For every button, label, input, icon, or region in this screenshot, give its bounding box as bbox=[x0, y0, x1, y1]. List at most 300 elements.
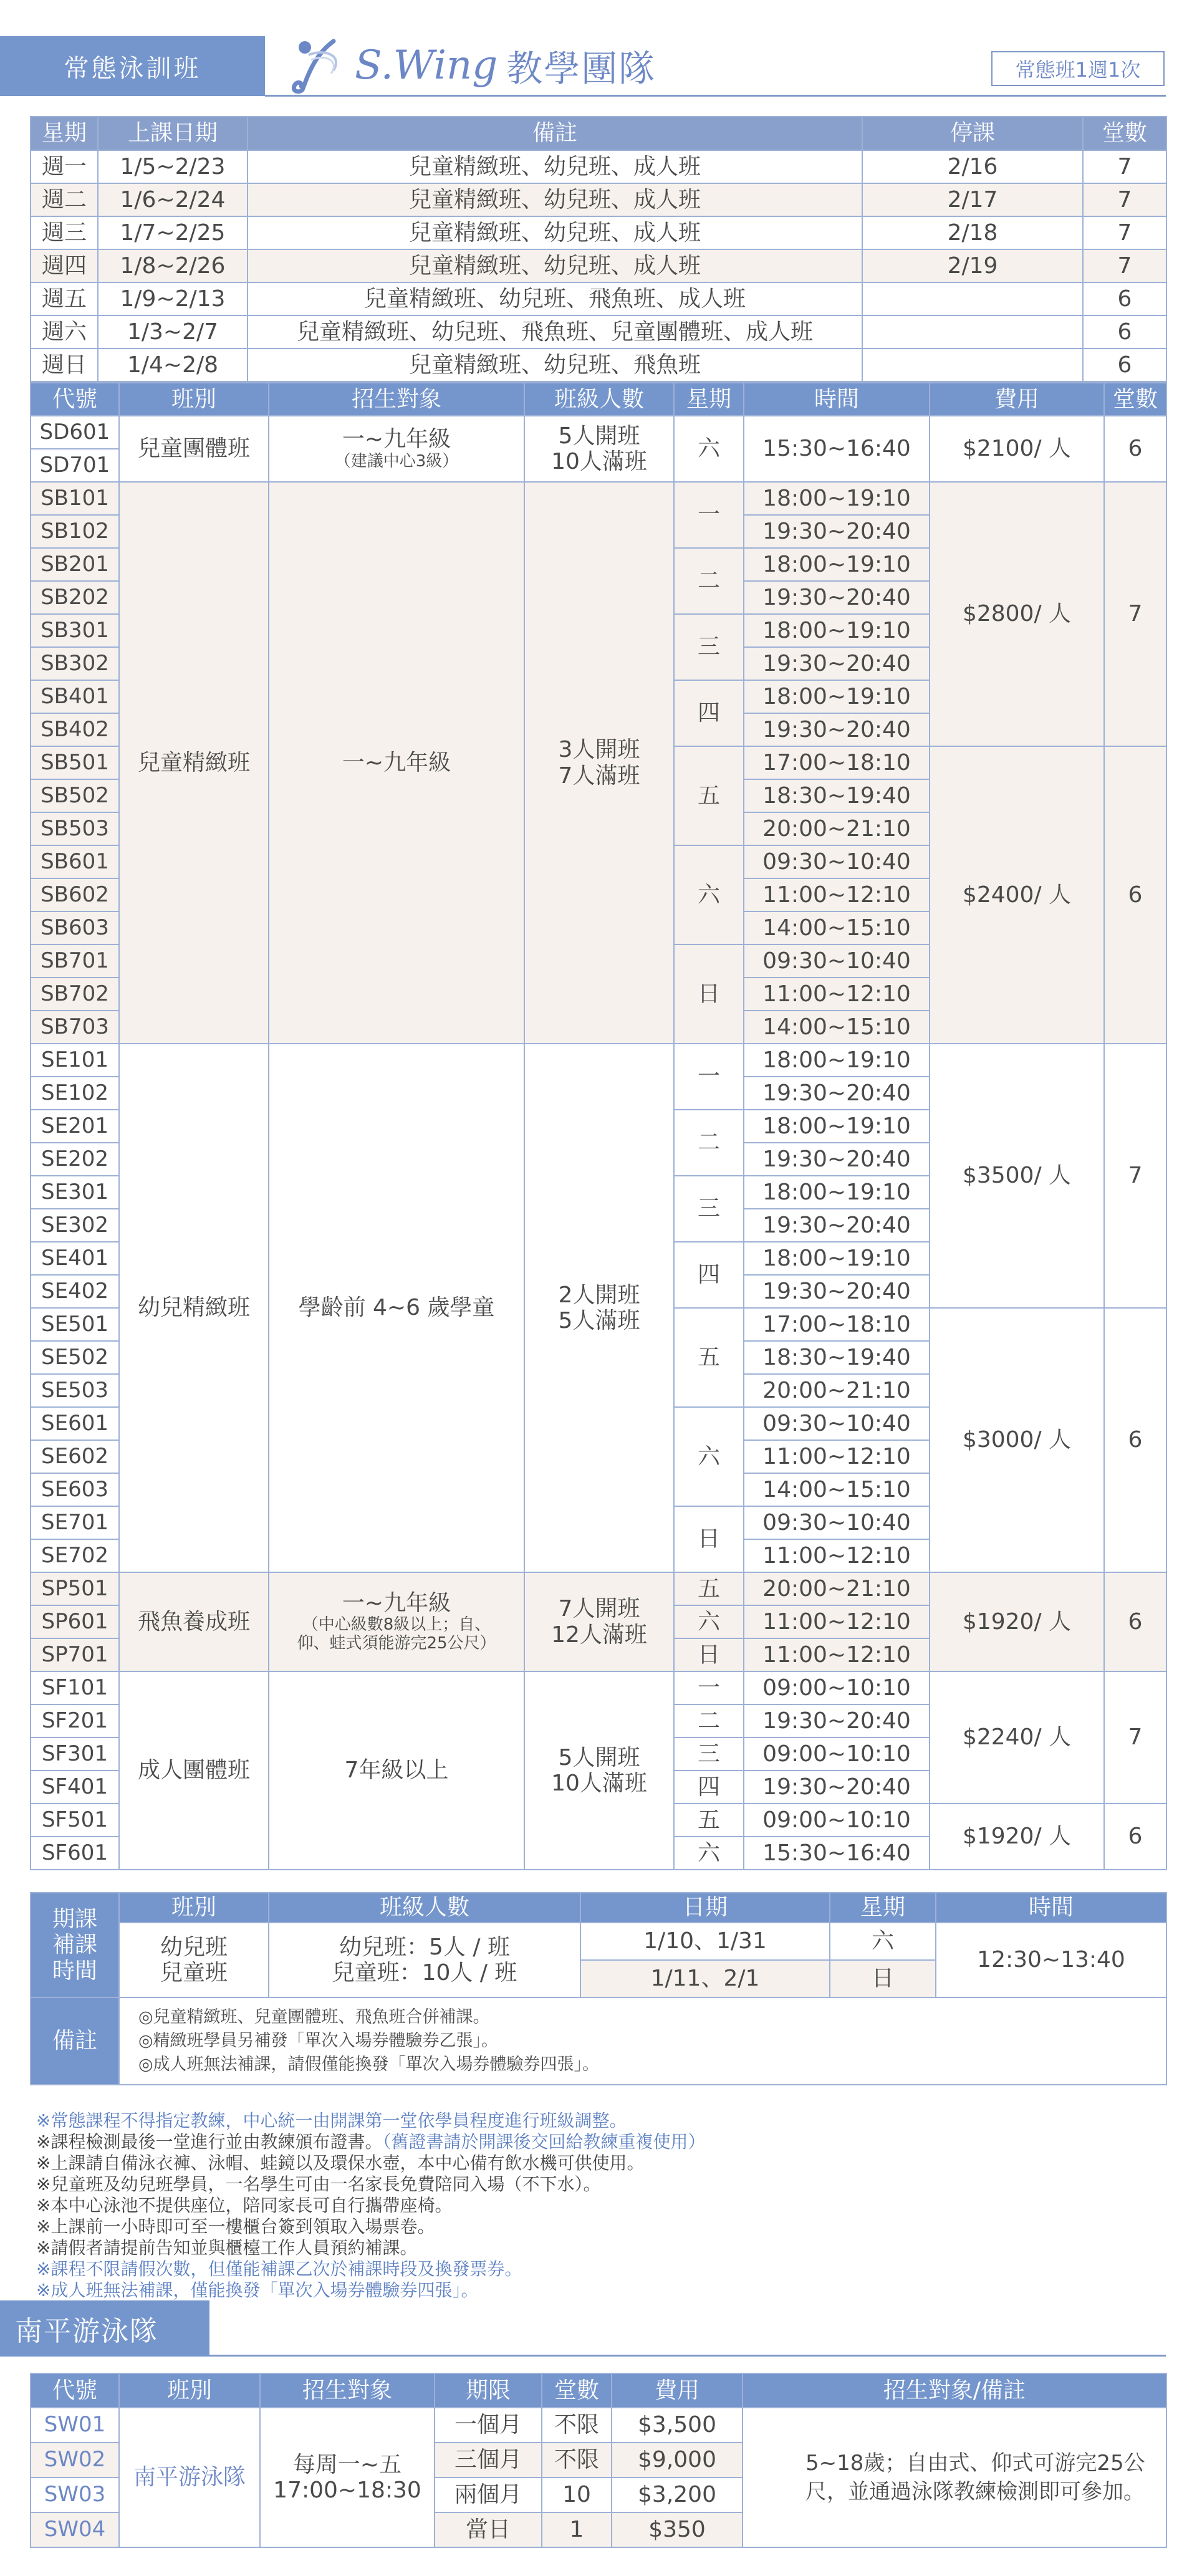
cell-note: 兒童精緻班、幼兒班、飛魚班、成人班 bbox=[248, 282, 862, 315]
makeup-time: 12:30~13:40 bbox=[936, 1923, 1166, 1997]
cell-count: 7 bbox=[1083, 150, 1166, 183]
swing-logo-icon bbox=[290, 36, 346, 95]
class-time: 17:00~18:10 bbox=[744, 1308, 930, 1341]
class-weekday: 日 bbox=[674, 1506, 744, 1572]
target-note: 仰、蛙式須能游完25公尺） bbox=[297, 1634, 496, 1653]
cell-dates: 1/9~2/13 bbox=[98, 282, 248, 315]
class-weekday: 五 bbox=[674, 1572, 744, 1605]
class-fee: $3500/ 人 bbox=[930, 1044, 1104, 1308]
class-weekday: 六 bbox=[674, 1605, 744, 1638]
table-row bbox=[31, 282, 1166, 315]
col-header-size: 班級人數 bbox=[524, 383, 674, 416]
class-code: SE603 bbox=[31, 1473, 119, 1506]
class-time: 11:00~12:10 bbox=[744, 1605, 930, 1638]
class-code: SE402 bbox=[31, 1275, 119, 1308]
team-period: 三個月 bbox=[435, 2443, 542, 2477]
remark-line: ◎精緻班學員另補發「單次入場券體驗券乙張」。 bbox=[138, 2031, 499, 2050]
class-code: SF101 bbox=[31, 1671, 119, 1704]
class-weekday: 六 bbox=[674, 1837, 744, 1870]
class-weekday: 日 bbox=[674, 944, 744, 1044]
class-code: SB503 bbox=[31, 812, 119, 845]
table-row bbox=[31, 482, 1166, 515]
class-code: SE501 bbox=[31, 1308, 119, 1341]
class-time: 09:30~10:40 bbox=[744, 944, 930, 978]
team-code: SW04 bbox=[31, 2512, 119, 2547]
class-weekday: 三 bbox=[674, 614, 744, 680]
cell-off bbox=[862, 315, 1083, 348]
class-weekday: 二 bbox=[674, 1110, 744, 1176]
team-hours: 17:00~18:30 bbox=[273, 2477, 421, 2503]
note-item: ※本中心泳池不提供座位，陪同家長可自行攜帶座椅。 bbox=[36, 2195, 453, 2216]
size-full: 5人滿班 bbox=[558, 1308, 640, 1334]
class-code: SE102 bbox=[31, 1077, 119, 1110]
logo-subtitle: 教學團隊 bbox=[506, 47, 656, 90]
table-row bbox=[31, 315, 1166, 348]
class-code: SB202 bbox=[31, 581, 119, 614]
class-count: 7 bbox=[1104, 482, 1166, 746]
remark-line: ◎成人班無法補課，請假僅能換發「單次入場券體驗券四張」。 bbox=[138, 2055, 600, 2074]
makeup-side-label bbox=[31, 1893, 119, 1997]
class-code: SP701 bbox=[31, 1638, 119, 1671]
class-code: SB102 bbox=[31, 515, 119, 548]
col-header-count: 堂數 bbox=[1104, 383, 1166, 416]
table-row bbox=[31, 216, 1166, 249]
class-code: SE602 bbox=[31, 1440, 119, 1473]
col-header-code: 代號 bbox=[31, 2373, 119, 2408]
class-time: 18:00~19:10 bbox=[744, 614, 930, 647]
col-header-dates: 上課日期 bbox=[98, 117, 248, 150]
note-text: ※課程檢測最後一堂進行並由教練頒布證書。 bbox=[36, 2131, 383, 2152]
remark-line: ◎兒童精緻班、兒童團體班、飛魚班合併補課。 bbox=[138, 2007, 490, 2027]
class-fee: $2240/ 人 bbox=[930, 1671, 1104, 1804]
col-header-remark: 招生對象/備註 bbox=[743, 2373, 1166, 2408]
makeup-size: 幼兒班：5人 / 班 bbox=[339, 1934, 510, 1960]
note-item: ※上課請自備泳衣褲、泳帽、蛙鏡以及環保水壺，本中心備有飲水機可供使用。 bbox=[36, 2153, 645, 2173]
class-weekday: 四 bbox=[674, 1771, 744, 1804]
class-size bbox=[524, 1044, 674, 1572]
class-fee: $2400/ 人 bbox=[930, 746, 1104, 1044]
class-code: SB201 bbox=[31, 548, 119, 581]
class-count: 6 bbox=[1104, 1572, 1166, 1671]
class-code: SP501 bbox=[31, 1572, 119, 1605]
class-code: SB502 bbox=[31, 779, 119, 812]
class-time: 14:00~15:10 bbox=[744, 1011, 930, 1044]
cell-dates: 1/7~2/25 bbox=[98, 216, 248, 249]
class-weekday: 二 bbox=[674, 1704, 744, 1737]
col-header-time: 時間 bbox=[744, 383, 930, 416]
class-target: 學齡前 4~6 歲學童 bbox=[269, 1044, 524, 1572]
cell-off: 2/16 bbox=[862, 150, 1083, 183]
class-time: 14:00~15:10 bbox=[744, 1473, 930, 1506]
class-time: 11:00~12:10 bbox=[744, 978, 930, 1011]
col-header-fee: 費用 bbox=[930, 383, 1104, 416]
cell-off: 2/18 bbox=[862, 216, 1083, 249]
class-time: 18:00~19:10 bbox=[744, 1110, 930, 1143]
class-time: 15:30~16:40 bbox=[744, 1837, 930, 1870]
remarks-label: 備註 bbox=[31, 1997, 119, 2085]
team-code: SW03 bbox=[31, 2477, 119, 2512]
size-open: 7人開班 bbox=[558, 1596, 640, 1622]
col-header-weekday: 星期 bbox=[830, 1893, 936, 1923]
class-weekday: 六 bbox=[674, 416, 744, 482]
cell-note: 兒童精緻班、幼兒班、成人班 bbox=[248, 216, 862, 249]
class-time: 19:30~20:40 bbox=[744, 581, 930, 614]
class-name: 幼兒精緻班 bbox=[119, 1044, 269, 1572]
side-label-line: 補課 bbox=[52, 1932, 97, 1958]
size-open: 5人開班 bbox=[558, 423, 640, 449]
table-row bbox=[31, 1671, 1166, 1704]
makeup-class: 幼兒班 bbox=[160, 1934, 228, 1960]
class-time: 18:00~19:10 bbox=[744, 1242, 930, 1275]
class-time: 09:00~10:10 bbox=[744, 1804, 930, 1837]
makeup-sizes bbox=[269, 1923, 580, 1997]
class-time: 19:30~20:40 bbox=[744, 1704, 930, 1737]
class-count: 6 bbox=[1104, 416, 1166, 482]
class-weekday: 三 bbox=[674, 1737, 744, 1771]
class-time: 09:00~10:10 bbox=[744, 1737, 930, 1771]
class-weekday: 一 bbox=[674, 482, 744, 548]
class-code: SB702 bbox=[31, 978, 119, 1011]
target-text: 一~九年級 bbox=[342, 426, 451, 453]
makeup-date: 1/11、2/1 bbox=[580, 1960, 830, 1997]
class-code: SF501 bbox=[31, 1804, 119, 1837]
table-row bbox=[31, 348, 1166, 382]
class-target: 7年級以上 bbox=[269, 1671, 524, 1870]
class-code: SB501 bbox=[31, 746, 119, 779]
col-header-code: 代號 bbox=[31, 383, 119, 416]
team-period: 一個月 bbox=[435, 2408, 542, 2443]
target-note: （中心級數8級以上；自、 bbox=[302, 1615, 491, 1635]
class-weekday: 四 bbox=[674, 680, 744, 746]
cell-day: 週四 bbox=[31, 249, 98, 282]
cell-dates: 1/4~2/8 bbox=[98, 348, 248, 382]
cell-note: 兒童精緻班、幼兒班、成人班 bbox=[248, 183, 862, 216]
class-size bbox=[524, 482, 674, 1044]
class-code: SB302 bbox=[31, 647, 119, 680]
makeup-classes bbox=[119, 1923, 269, 1997]
class-weekday: 日 bbox=[674, 1638, 744, 1671]
col-header-off: 停課 bbox=[862, 117, 1083, 150]
team-code: SW01 bbox=[31, 2408, 119, 2443]
size-full: 7人滿班 bbox=[558, 762, 640, 789]
cell-day: 週一 bbox=[31, 150, 98, 183]
size-open: 3人開班 bbox=[558, 737, 640, 763]
col-header-fee: 費用 bbox=[612, 2373, 743, 2408]
class-name: 飛魚養成班 bbox=[119, 1572, 269, 1671]
class-count: 7 bbox=[1104, 1671, 1166, 1804]
team-remark: 5~18歲；自由式、仰式可游完25公尺，並通過泳隊教練檢測即可參加。 bbox=[743, 2408, 1166, 2547]
col-header-date: 日期 bbox=[580, 1893, 830, 1923]
class-time: 09:30~10:40 bbox=[744, 1407, 930, 1440]
class-time: 19:30~20:40 bbox=[744, 1771, 930, 1804]
class-code: SB301 bbox=[31, 614, 119, 647]
class-time: 11:00~12:10 bbox=[744, 878, 930, 911]
class-code: SE301 bbox=[31, 1176, 119, 1209]
class-time: 20:00~21:10 bbox=[744, 812, 930, 845]
col-header-count: 堂數 bbox=[542, 2373, 612, 2408]
class-name: 兒童團體班 bbox=[119, 416, 269, 482]
class-code: SE401 bbox=[31, 1242, 119, 1275]
cell-day: 週三 bbox=[31, 216, 98, 249]
class-fee: $2100/ 人 bbox=[930, 416, 1104, 482]
class-code: SB603 bbox=[31, 911, 119, 944]
remarks-cell bbox=[119, 1997, 1166, 2085]
team-code: SW02 bbox=[31, 2443, 119, 2477]
class-target bbox=[269, 416, 524, 482]
note-item: ※兒童班及幼兒班學員，一名學生可由一名家長免費陪同入場（不下水）。 bbox=[36, 2174, 601, 2194]
class-time: 19:30~20:40 bbox=[744, 1209, 930, 1242]
note-item: ※請假者請提前告知並與櫃檯工作人員預約補課。 bbox=[36, 2237, 418, 2258]
cell-count: 7 bbox=[1083, 249, 1166, 282]
cell-off: 2/19 bbox=[862, 249, 1083, 282]
class-code: SD601 bbox=[31, 416, 119, 449]
section-divider bbox=[209, 2355, 1166, 2357]
makeup-header-row bbox=[31, 1893, 1166, 1923]
class-name: 成人團體班 bbox=[119, 1671, 269, 1870]
class-time: 14:00~15:10 bbox=[744, 911, 930, 944]
class-target bbox=[269, 1572, 524, 1671]
notes-list bbox=[36, 2110, 705, 2301]
team-target bbox=[260, 2408, 435, 2547]
side-label-line: 時間 bbox=[52, 1958, 97, 1984]
target-note: （建議中心3級） bbox=[334, 451, 459, 471]
team-name: 南平游泳隊 bbox=[119, 2408, 260, 2547]
cell-count: 6 bbox=[1083, 348, 1166, 382]
col-header-count: 堂數 bbox=[1083, 117, 1166, 150]
team-table bbox=[30, 2373, 1167, 2548]
team-fee: $3,500 bbox=[612, 2408, 743, 2443]
class-code: SE302 bbox=[31, 1209, 119, 1242]
class-time: 18:30~19:40 bbox=[744, 1341, 930, 1374]
table-row bbox=[31, 416, 1166, 449]
class-time: 18:00~19:10 bbox=[744, 1176, 930, 1209]
col-header-time: 時間 bbox=[936, 1893, 1166, 1923]
table-row bbox=[31, 150, 1166, 183]
class-time: 09:30~10:40 bbox=[744, 845, 930, 878]
cell-off bbox=[862, 348, 1083, 382]
col-header-weekday: 星期 bbox=[674, 383, 744, 416]
class-time: 20:00~21:10 bbox=[744, 1374, 930, 1407]
cell-count: 7 bbox=[1083, 183, 1166, 216]
note-item bbox=[36, 2131, 705, 2153]
class-time: 19:30~20:40 bbox=[744, 647, 930, 680]
side-label-line: 期課 bbox=[52, 1906, 97, 1932]
col-header-period: 期限 bbox=[435, 2373, 542, 2408]
class-size bbox=[524, 1572, 674, 1671]
class-time: 18:00~19:10 bbox=[744, 680, 930, 713]
team-header-row bbox=[31, 2373, 1166, 2408]
class-time: 11:00~12:10 bbox=[744, 1440, 930, 1473]
class-weekday: 三 bbox=[674, 1176, 744, 1242]
cell-off bbox=[862, 282, 1083, 315]
class-time: 17:00~18:10 bbox=[744, 746, 930, 779]
team-fee: $350 bbox=[612, 2512, 743, 2547]
class-time: 09:00~10:10 bbox=[744, 1671, 930, 1704]
col-header-class: 班別 bbox=[119, 1893, 269, 1923]
cell-day: 週日 bbox=[31, 348, 98, 382]
table-row bbox=[31, 2408, 1166, 2443]
logo-text: S.Wing bbox=[355, 42, 498, 89]
frequency-badge: 常態班1週1次 bbox=[991, 51, 1165, 86]
class-code: SD701 bbox=[31, 449, 119, 482]
class-fee: $1920/ 人 bbox=[930, 1804, 1104, 1870]
table-row bbox=[31, 183, 1166, 216]
note-item: ※成人班無法補課，僅能換發「單次入場券體驗券四張」。 bbox=[36, 2280, 479, 2300]
cell-count: 6 bbox=[1083, 282, 1166, 315]
class-time: 18:30~19:40 bbox=[744, 779, 930, 812]
class-weekday: 四 bbox=[674, 1242, 744, 1308]
table-row bbox=[31, 1572, 1166, 1605]
class-code: SB101 bbox=[31, 482, 119, 515]
class-code: SB701 bbox=[31, 944, 119, 978]
makeup-size: 兒童班：10人 / 班 bbox=[332, 1960, 517, 1986]
class-code: SE503 bbox=[31, 1374, 119, 1407]
class-time: 19:30~20:40 bbox=[744, 1077, 930, 1110]
cell-note: 兒童精緻班、幼兒班、飛魚班、兒童團體班、成人班 bbox=[248, 315, 862, 348]
makeup-remarks-row bbox=[31, 1997, 1166, 2085]
class-weekday: 一 bbox=[674, 1671, 744, 1704]
class-count: 7 bbox=[1104, 1044, 1166, 1308]
class-weekday: 六 bbox=[674, 1407, 744, 1506]
class-time: 11:00~12:10 bbox=[744, 1638, 930, 1671]
section-title-team: 南平游泳隊 bbox=[0, 2300, 209, 2357]
class-time: 19:30~20:40 bbox=[744, 1275, 930, 1308]
class-code: SE101 bbox=[31, 1044, 119, 1077]
class-code: SB602 bbox=[31, 878, 119, 911]
class-code: SB401 bbox=[31, 680, 119, 713]
size-open: 5人開班 bbox=[558, 1744, 640, 1771]
class-code: SB601 bbox=[31, 845, 119, 878]
class-size bbox=[524, 416, 674, 482]
classes-header-row bbox=[31, 383, 1166, 416]
class-weekday: 五 bbox=[674, 746, 744, 845]
table-row bbox=[31, 1044, 1166, 1077]
class-time: 20:00~21:10 bbox=[744, 1572, 930, 1605]
size-full: 10人滿班 bbox=[551, 449, 647, 474]
size-open: 2人開班 bbox=[558, 1282, 640, 1308]
class-code: SB703 bbox=[31, 1011, 119, 1044]
class-time: 18:00~19:10 bbox=[744, 1044, 930, 1077]
cell-count: 7 bbox=[1083, 216, 1166, 249]
note-item: ※課程不限請假次數，但僅能補課乙次於補課時段及換發票券。 bbox=[36, 2259, 522, 2279]
cell-dates: 1/6~2/24 bbox=[98, 183, 248, 216]
class-time: 09:30~10:40 bbox=[744, 1506, 930, 1539]
cell-dates: 1/3~2/7 bbox=[98, 315, 248, 348]
class-fee: $1920/ 人 bbox=[930, 1572, 1104, 1671]
schedule-table bbox=[30, 116, 1167, 382]
class-time: 18:00~19:10 bbox=[744, 548, 930, 581]
target-text: 一~九年級 bbox=[342, 1590, 451, 1616]
col-header-class: 班別 bbox=[119, 2373, 260, 2408]
cell-dates: 1/5~2/23 bbox=[98, 150, 248, 183]
team-count: 10 bbox=[542, 2477, 612, 2512]
class-code: SP601 bbox=[31, 1605, 119, 1638]
col-header-class: 班別 bbox=[119, 383, 269, 416]
class-time: 19:30~20:40 bbox=[744, 515, 930, 548]
table-row bbox=[31, 249, 1166, 282]
class-count: 6 bbox=[1104, 1804, 1166, 1870]
team-days: 每周一~五 bbox=[292, 2451, 402, 2477]
class-weekday: 五 bbox=[674, 1804, 744, 1837]
section-title-regular: 常態泳訓班 bbox=[0, 36, 265, 96]
class-weekday: 一 bbox=[674, 1044, 744, 1110]
note-item: ※常態課程不得指定教練，中心統一由開課第一堂依學員程度進行班級調整。 bbox=[36, 2110, 627, 2131]
team-fee: $3,200 bbox=[612, 2477, 743, 2512]
cell-day: 週六 bbox=[31, 315, 98, 348]
makeup-date: 1/10、1/31 bbox=[580, 1923, 830, 1960]
class-code: SE701 bbox=[31, 1506, 119, 1539]
schedule-header-row bbox=[31, 117, 1166, 150]
swing-logo bbox=[290, 36, 656, 95]
header-divider bbox=[265, 95, 1166, 97]
class-code: SE202 bbox=[31, 1143, 119, 1176]
cell-dates: 1/8~2/26 bbox=[98, 249, 248, 282]
class-target: 一~九年級 bbox=[269, 482, 524, 1044]
class-code: SF401 bbox=[31, 1771, 119, 1804]
col-header-target: 招生對象 bbox=[269, 383, 524, 416]
size-full: 12人滿班 bbox=[551, 1622, 647, 1648]
class-time: 18:00~19:10 bbox=[744, 482, 930, 515]
class-weekday: 二 bbox=[674, 548, 744, 614]
cell-note: 兒童精緻班、幼兒班、成人班 bbox=[248, 150, 862, 183]
class-fee: $3000/ 人 bbox=[930, 1308, 1104, 1572]
team-count: 不限 bbox=[542, 2443, 612, 2477]
class-code: SE702 bbox=[31, 1539, 119, 1572]
team-count: 1 bbox=[542, 2512, 612, 2547]
cell-note: 兒童精緻班、幼兒班、飛魚班 bbox=[248, 348, 862, 382]
team-count: 不限 bbox=[542, 2408, 612, 2443]
class-time: 15:30~16:40 bbox=[744, 416, 930, 482]
class-weekday: 六 bbox=[674, 845, 744, 944]
makeup-weekday: 六 bbox=[830, 1923, 936, 1960]
class-code: SF301 bbox=[31, 1737, 119, 1771]
class-time: 19:30~20:40 bbox=[744, 713, 930, 746]
col-header-size: 班級人數 bbox=[269, 1893, 580, 1923]
col-header-day: 星期 bbox=[31, 117, 98, 150]
team-period: 當日 bbox=[435, 2512, 542, 2547]
cell-off: 2/17 bbox=[862, 183, 1083, 216]
makeup-class: 兒童班 bbox=[160, 1960, 228, 1986]
cell-day: 週五 bbox=[31, 282, 98, 315]
team-period: 兩個月 bbox=[435, 2477, 542, 2512]
class-count: 6 bbox=[1104, 1308, 1166, 1572]
class-code: SE201 bbox=[31, 1110, 119, 1143]
class-code: SE601 bbox=[31, 1407, 119, 1440]
note-suffix: （舊證書請於開課後交回給教練重複使用） bbox=[382, 2131, 706, 2152]
class-code: SF601 bbox=[31, 1837, 119, 1870]
class-time: 19:30~20:40 bbox=[744, 1143, 930, 1176]
cell-day: 週二 bbox=[31, 183, 98, 216]
team-fee: $9,000 bbox=[612, 2443, 743, 2477]
note-item: ※上課前一小時即可至一樓櫃台簽到領取入場票卷。 bbox=[36, 2216, 435, 2237]
col-header-target: 招生對象 bbox=[260, 2373, 435, 2408]
classes-table bbox=[30, 382, 1167, 1870]
class-fee: $2800/ 人 bbox=[930, 482, 1104, 746]
class-count: 6 bbox=[1104, 746, 1166, 1044]
class-code: SE502 bbox=[31, 1341, 119, 1374]
class-size bbox=[524, 1671, 674, 1870]
class-weekday: 五 bbox=[674, 1308, 744, 1407]
class-name: 兒童精緻班 bbox=[119, 482, 269, 1044]
cell-count: 6 bbox=[1083, 315, 1166, 348]
class-code: SF201 bbox=[31, 1704, 119, 1737]
table-row bbox=[31, 1923, 1166, 1960]
class-code: SB402 bbox=[31, 713, 119, 746]
class-time: 11:00~12:10 bbox=[744, 1539, 930, 1572]
size-full: 10人滿班 bbox=[551, 1771, 647, 1796]
col-header-note: 備註 bbox=[248, 117, 862, 150]
makeup-table bbox=[30, 1892, 1167, 2085]
